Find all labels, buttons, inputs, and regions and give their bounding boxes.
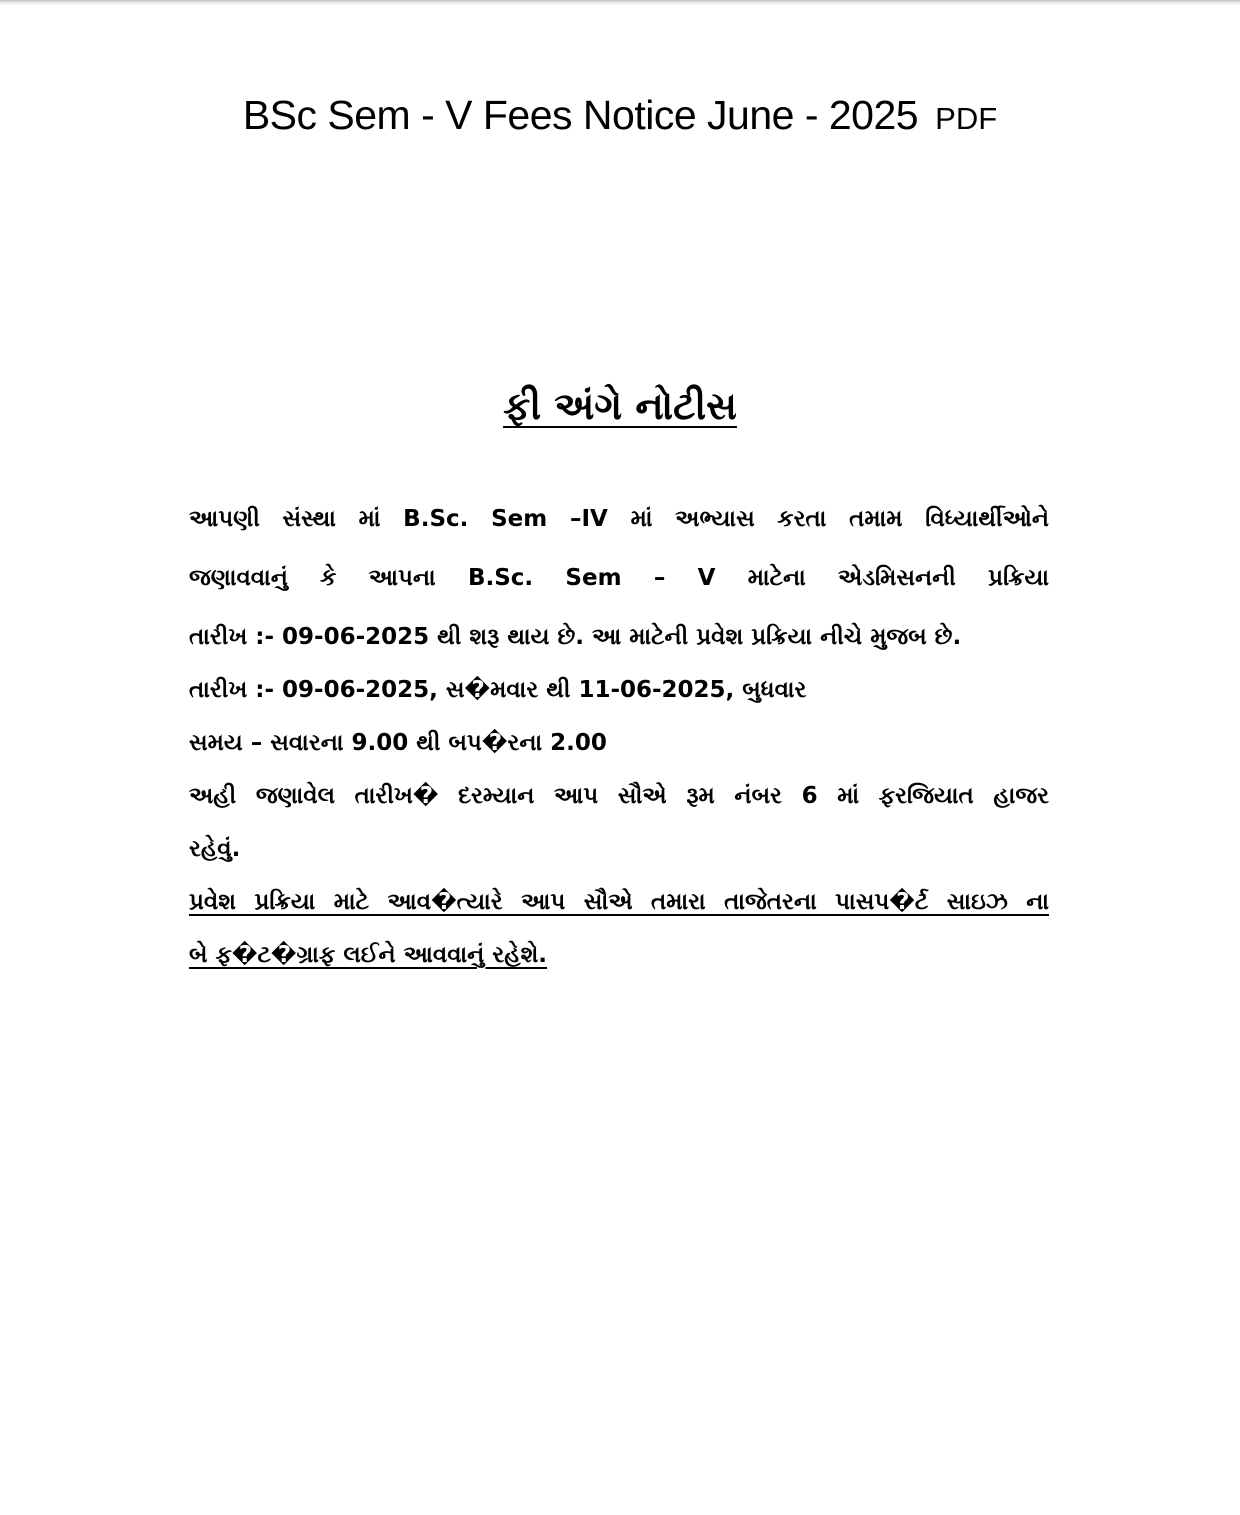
notice-heading-text: ફી અંગે નોટીસ bbox=[503, 384, 737, 428]
notice-line-1: આપણી સંસ્થા માં B.Sc. Sem –IV માં અભ્યાસ કરતા તમામ વિધ્યાર્થીઓને bbox=[189, 506, 1049, 532]
notice-line-3: તારીખ :- 09-06-2025 થી શરૂ થાય છે. આ માટેની પ્રવેશ પ્રક્રિયા નીચે મુજબ છે. bbox=[189, 624, 962, 650]
document-header bbox=[0, 92, 1240, 139]
notice-line-8-text: પ્રવેશ પ્રક્રિયા માટે આવ�ત્યારે આપ સૌએ તમારા તાજેતરના પાસપ�ર્ટ સાઇઝ ના bbox=[189, 889, 1049, 915]
notice-line-4: તારીખ :- 09-06-2025, સ�મવાર થી 11-06-2025, બુધવાર bbox=[189, 677, 807, 703]
viewer-top-shadow bbox=[0, 0, 1240, 6]
notice-line-2: જણાવવાનું કે આપના B.Sc. Sem – V માટેના એડમિસનની પ્રક્રિયા bbox=[189, 565, 1049, 591]
notice-line-7: રહેવું. bbox=[189, 836, 241, 862]
notice-heading bbox=[0, 384, 1240, 429]
notice-line-5: સમય – સવારના 9.00 થી બપ�રના 2.00 bbox=[189, 730, 607, 756]
file-type-tag: PDF bbox=[935, 101, 998, 136]
notice-line-6: અહી જણાવેલ તારીખ� દરમ્યાન આપ સૌએ રૂમ નંબર 6 માં ફરજિયાત હાજર bbox=[189, 783, 1049, 809]
notice-line-8 bbox=[189, 881, 1049, 934]
notice-line-9 bbox=[189, 934, 1049, 987]
notice-body bbox=[189, 498, 1049, 987]
notice-line-9-text: બે ફ�ટ�ગ્રાફ લઈને આવવાનું રહેશે. bbox=[189, 942, 548, 968]
document-title: BSc Sem - V Fees Notice June - 2025 bbox=[242, 92, 919, 138]
